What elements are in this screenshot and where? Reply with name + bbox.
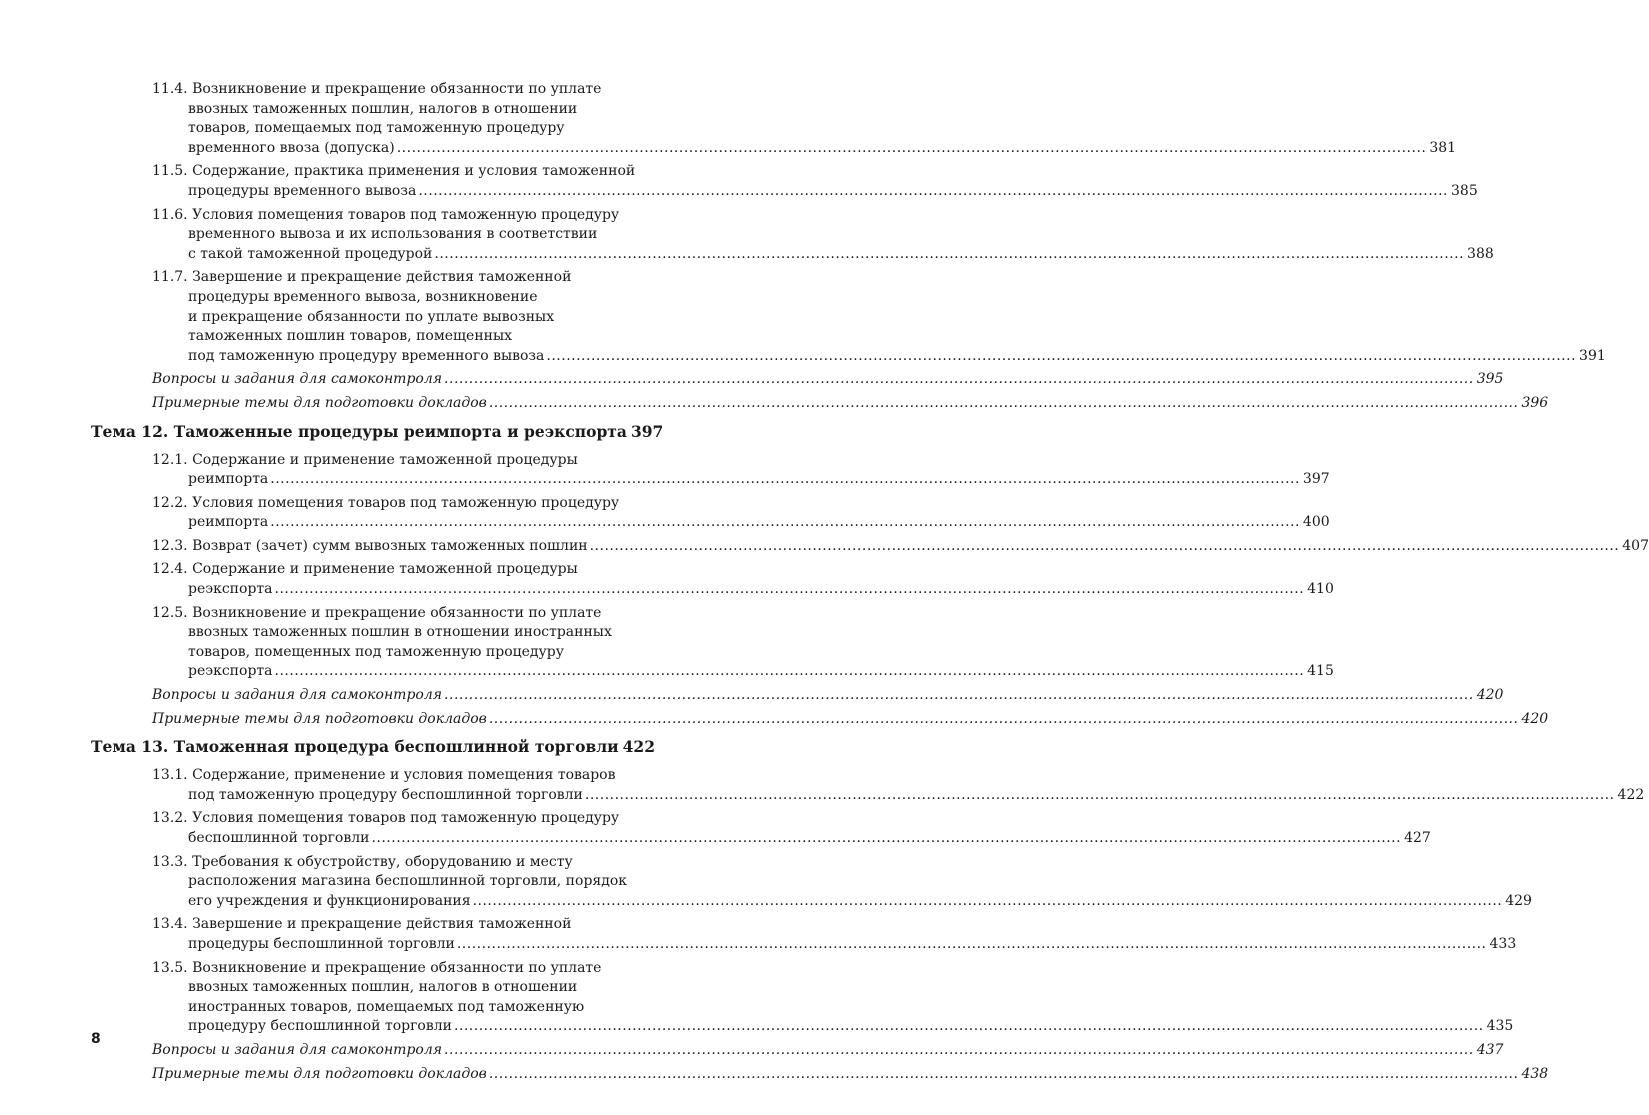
toc-leader-dots (444, 686, 1474, 706)
toc-entry-text: 11.4. Возникновение и прекращение обязанности по уплате (152, 81, 602, 97)
toc-leader-dots (546, 347, 1576, 367)
toc-auxiliary-entry[interactable] (91, 370, 1504, 390)
toc-entry-text: под таможенную процедуру временного вывоза (188, 347, 545, 364)
toc-leader-dots (444, 1041, 1474, 1061)
table-of-contents (91, 80, 1649, 1088)
toc-page-number: 407 (1622, 537, 1649, 554)
toc-page-number: 438 (1521, 1065, 1549, 1082)
toc-entry-text: таможенных пошлин товаров, помещенных (188, 328, 513, 345)
toc-page-number: 420 (1521, 710, 1549, 727)
toc-entry-text: иностранных товаров, помещаемых под таможенную (188, 998, 585, 1015)
toc-entry-text: 11.7. Завершение и прекращение действия таможенной (152, 269, 572, 286)
toc-topic-heading[interactable] (91, 736, 655, 757)
toc-page-number: 420 (1476, 687, 1504, 704)
toc-entry-text: с такой таможенной процедурой (188, 245, 433, 262)
toc-leader-dots (371, 829, 1401, 849)
toc-page-number: 433 (1489, 935, 1517, 952)
toc-entry-text: 11.6. Условия помещения товаров под таможенную процедуру (152, 206, 620, 223)
toc-entry-text: 12.4. Содержание и применение таможенной процедуры (152, 561, 578, 578)
toc-entry-text: 13.4. Завершение и прекращение действия таможенной (152, 916, 572, 933)
toc-page-number: 396 (1521, 394, 1549, 411)
toc-page-number: 388 (1467, 245, 1494, 262)
toc-leader-dots (444, 370, 1474, 390)
toc-entry-text: 12.2. Условия помещения товаров под таможенную процедуру (152, 494, 620, 511)
toc-leader-dots (275, 662, 1305, 682)
toc-section-entry[interactable] (91, 915, 1517, 954)
toc-section-entry[interactable] (91, 451, 1330, 490)
toc-entry-text: Примерные темы для подготовки докладов (152, 1065, 487, 1082)
toc-leader-dots (489, 1065, 1519, 1085)
toc-leader-dots (270, 513, 1300, 533)
toc-entry-text: ввозных таможенных пошлин в отношении иностранных (188, 624, 612, 641)
toc-section-entry[interactable] (91, 853, 1532, 912)
toc-section-entry[interactable] (91, 494, 1330, 533)
toc-section-entry[interactable] (91, 80, 1457, 158)
toc-entry-text: Тема 12. Таможенные процедуры реимпорта и реэкспорта (91, 421, 627, 441)
toc-page-number: 437 (1476, 1041, 1504, 1058)
toc-section-entry[interactable] (91, 206, 1494, 265)
toc-entry-text: расположения магазина беспошлинной торговли, порядок (188, 873, 628, 890)
toc-page-number: 395 (1476, 371, 1504, 388)
toc-entry-text: реэкспорта (188, 663, 273, 680)
toc-entry-text: процедуру беспошлинной торговли (188, 1018, 452, 1035)
toc-page-number: 435 (1486, 1018, 1514, 1035)
toc-entry-text: и прекращение обязанности по уплате вывозных (188, 308, 555, 325)
toc-page-number: 415 (1307, 663, 1334, 680)
toc-section-entry[interactable] (91, 560, 1334, 599)
toc-entry-text: ввозных таможенных пошлин, налогов в отношении (188, 100, 578, 117)
toc-entry-text: процедуры временного вывоза (188, 182, 417, 199)
toc-entry-text: Вопросы и задания для самоконтроля (152, 1041, 443, 1058)
toc-auxiliary-entry[interactable] (91, 394, 1549, 414)
toc-leader-dots (418, 182, 1448, 202)
toc-page-number: 391 (1579, 347, 1606, 364)
toc-section-entry[interactable] (91, 162, 1478, 201)
toc-entry-text: 13.1. Содержание, применение и условия помещения товаров (152, 767, 616, 784)
toc-entry-text: Вопросы и задания для самоконтроля (152, 687, 443, 704)
toc-entry-text: процедуры временного вывоза, возникновение (188, 288, 538, 305)
toc-leader-dots (473, 892, 1503, 912)
toc-entry-text: 11.5. Содержание, практика применения и условия таможенной (152, 163, 636, 180)
toc-leader-dots (489, 710, 1519, 730)
toc-entry-text: временного вывоза и их использования в соответствии (188, 226, 598, 243)
toc-auxiliary-entry[interactable] (91, 710, 1549, 730)
toc-section-entry[interactable] (91, 959, 1514, 1037)
toc-leader-dots (270, 470, 1300, 490)
toc-page-number: 429 (1505, 892, 1532, 909)
toc-page-number: 385 (1451, 182, 1478, 199)
toc-entry-text: реимпорта (188, 471, 269, 488)
toc-section-entry[interactable] (91, 809, 1431, 848)
toc-entry-text: реимпорта (188, 514, 269, 531)
toc-page-number: 422 (622, 737, 655, 757)
toc-leader-dots (275, 580, 1305, 600)
toc-entry-text: 13.3. Требования к обустройству, оборудованию и месту (152, 853, 573, 870)
toc-leader-dots (454, 1017, 1484, 1037)
toc-section-entry[interactable] (91, 766, 1645, 805)
toc-entry-text: под таможенную процедуру беспошлинной торговли (188, 786, 583, 803)
toc-page-number: 410 (1307, 581, 1334, 598)
toc-page-number: 397 (630, 421, 664, 441)
toc-section-entry[interactable] (91, 537, 1649, 557)
toc-leader-dots (585, 786, 1615, 806)
toc-page-number: 381 (1429, 139, 1457, 156)
toc-auxiliary-entry[interactable] (91, 1041, 1504, 1061)
toc-entry-text: Вопросы и задания для самоконтроля (152, 371, 443, 388)
toc-entry-text: 12.1. Содержание и применение таможенной процедуры (152, 451, 578, 468)
toc-entry-text: 13.5. Возникновение и прекращение обязанности по уплате (152, 959, 602, 976)
toc-section-entry[interactable] (91, 268, 1606, 366)
page-number: 8 (91, 1031, 101, 1047)
toc-page-number: 422 (1617, 786, 1645, 803)
toc-entry-text: 12.5. Возникновение и прекращение обязанности по уплате (152, 604, 602, 621)
toc-leader-dots (489, 394, 1519, 414)
toc-page-number: 397 (1302, 471, 1330, 488)
toc-entry-text: 13.2. Условия помещения товаров под таможенную процедуру (152, 810, 620, 827)
toc-entry-text: реэкспорта (188, 581, 273, 598)
toc-page-number: 400 (1302, 514, 1330, 531)
toc-page-number: 427 (1404, 830, 1431, 846)
toc-entry-text: 12.3. Возврат (зачет) сумм вывозных таможенных пошлин (152, 537, 588, 554)
toc-entry-text: его учреждения и функционирования (188, 892, 471, 909)
toc-entry-text: беспошлинной торговли (188, 830, 370, 846)
toc-entry-text: товаров, помещаемых под таможенную процедуру (188, 120, 565, 137)
toc-entry-text: ввозных таможенных пошлин, налогов в отношении (188, 979, 578, 996)
toc-entry-text: товаров, помещенных под таможенную процедуру (188, 643, 564, 660)
toc-entry-text: процедуры беспошлинной торговли (188, 935, 455, 952)
toc-leader-dots (397, 139, 1427, 159)
toc-leader-dots (590, 537, 1620, 557)
toc-entry-text: временного ввоза (допуска) (188, 139, 395, 156)
toc-leader-dots (457, 935, 1487, 955)
toc-topic-heading[interactable] (91, 421, 664, 442)
toc-leader-dots (434, 245, 1464, 265)
toc-section-entry[interactable] (91, 604, 1334, 682)
toc-auxiliary-entry[interactable] (91, 1065, 1549, 1085)
toc-auxiliary-entry[interactable] (91, 686, 1504, 706)
toc-entry-text: Примерные темы для подготовки докладов (152, 394, 487, 411)
toc-entry-text: Тема 13. Таможенная процедура беспошлинной торговли (91, 737, 619, 757)
toc-entry-text: Примерные темы для подготовки докладов (152, 710, 487, 727)
